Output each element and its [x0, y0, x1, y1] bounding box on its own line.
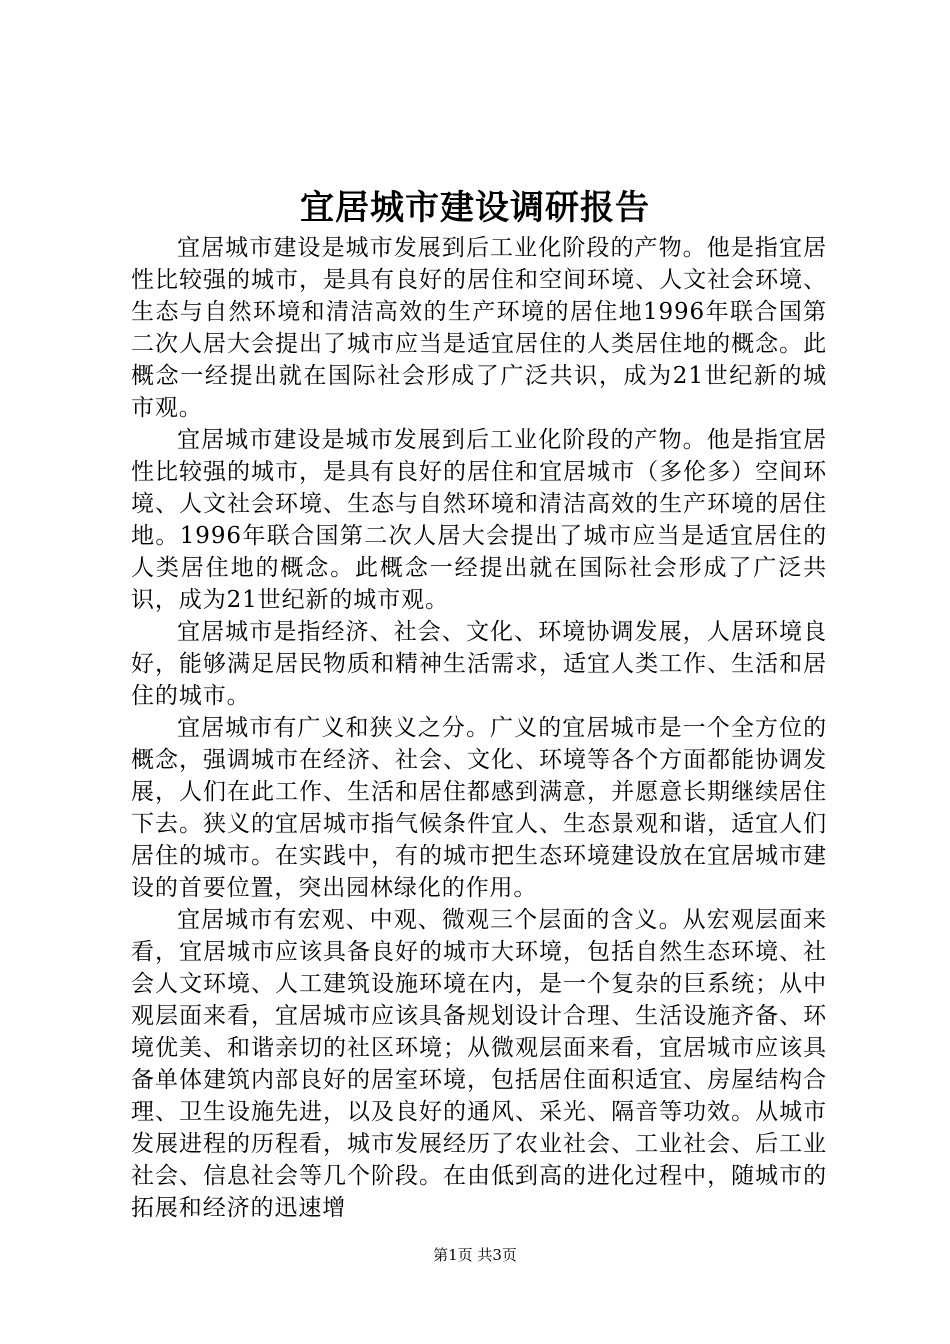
document-title: 宜居城市建设调研报告: [300, 188, 650, 228]
page-number-footer: 第1页 共3页: [433, 1246, 517, 1264]
paragraph-5: 宜居城市有宏观、中观、微观三个层面的含义。从宏观层面来看，宜居城市应该具备良好的城市大环境，包括自然生态环境、社会人文环境、人工建筑设施环境在内，是一个复杂的巨系统；从中观层面来看，宜居城市应该具备规划设计合理、生活设施齐备、环境优美、和谐亲切的社区环境；从微观层面来看，宜居城市应该具备单体建筑内部良好的居室环境，包括居住面积适宜、房屋结构合理、卫生设施先进，以及良好的通风、采光、隔音等功效。从城市发展进程的历程看，城市发展经历了农业社会、工业社会、后工业社会、信息社会等几个阶段。在由低到高的进化过程中，随城市的拓展和经济的迅速增: [131, 907, 827, 1221]
paragraph-1: 宜居城市建设是城市发展到后工业化阶段的产物。他是指宜居性比较强的城市，是具有良好的居住和空间环境、人文社会环境、生态与自然环境和清洁高效的生产环境的居住地1996年联合国第二次人居大会提出了城市应当是适宜居住的人类居住地的概念。此概念一经提出就在国际社会形成了广泛共识，成为21世纪新的城市观。: [131, 235, 827, 421]
paragraph-4: 宜居城市有广义和狭义之分。广义的宜居城市是一个全方位的概念，强调城市在经济、社会、文化、环境等各个方面都能协调发展，人们在此工作、生活和居住都感到满意，并愿意长期继续居住下去。狭义的宜居城市指气候条件宜人、生态景观和谐，适宜人们居住的城市。在实践中，有的城市把生态环境建设放在宜居城市建设的首要位置，突出园林绿化的作用。: [131, 715, 827, 901]
paragraph-2: 宜居城市建设是城市发展到后工业化阶段的产物。他是指宜居性比较强的城市，是具有良好的居住和宜居城市（多伦多）空间环境、人文社会环境、生态与自然环境和清洁高效的生产环境的居住地。1996年联合国第二次人居大会提出了城市应当是适宜居住的人类居住地的概念。此概念一经提出就在国际社会形成了广泛共识，成为21世纪新的城市观。: [131, 427, 827, 613]
document-body: [131, 232, 827, 1224]
paragraph-3: 宜居城市是指经济、社会、文化、环境协调发展，人居环境良好，能够满足居民物质和精神生活需求，适宜人类工作、生活和居住的城市。: [131, 619, 827, 709]
